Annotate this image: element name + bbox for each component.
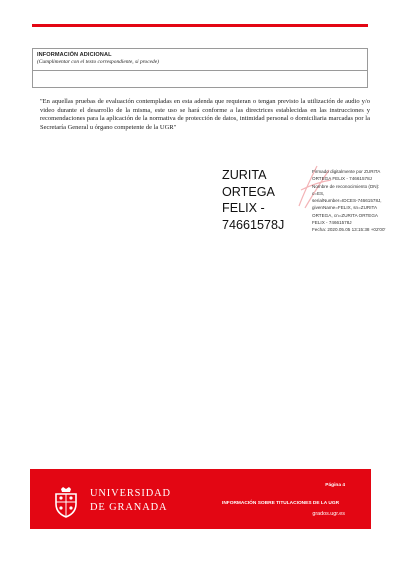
page-number: Página 4 xyxy=(325,483,345,488)
university-name-line2: DE GRANADA xyxy=(90,502,168,513)
signer-name-line: ORTEGA xyxy=(222,184,275,199)
university-crest-icon xyxy=(52,486,80,518)
signer-name xyxy=(222,167,302,233)
signature-detail-line: serialNumber=IDCES-74661578J, xyxy=(312,198,382,204)
additional-info-table xyxy=(32,48,368,88)
additional-info-title: INFORMACIÓN ADICIONAL xyxy=(37,52,112,58)
signature-details xyxy=(312,168,388,234)
signature-detail-line: ORTEGA, cn=ZURITA ORTEGA xyxy=(312,212,378,218)
signature-detail-line: ORTEGA FELIX - 74661578J xyxy=(312,176,372,182)
footer-banner xyxy=(30,469,371,529)
signer-name-line: 74661578J xyxy=(222,217,285,232)
additional-info-header xyxy=(33,49,367,71)
university-name-line1: UNIVERSIDAD xyxy=(90,488,171,499)
evaluation-note: "En aquellas pruebas de evaluación contempladas en esta adenda que requieran o tengan previsto la utilización de audio y/o video durante el desarrollo de la misma, este uso se hará conforme a las directrices establecidas en las instrucciones y recomendaciones para la aplicación de la normativa de protección de datos, intimidad personal o domiciliaria marcadas por la Secretaría General u órgano competente de la UGR" xyxy=(40,98,370,131)
signature-detail-line: FELIX - 74661578J xyxy=(312,220,352,226)
footer-title: INFORMACIÓN SOBRE TITULACIONES DE LA UGR xyxy=(222,501,340,506)
top-red-rule xyxy=(32,24,368,27)
signature-detail-line: Nombre de reconocimiento (DN): xyxy=(312,183,380,189)
signature-detail-line: c=ES, xyxy=(312,190,325,196)
signature-detail-line: Firmado digitalmente por ZURITA xyxy=(312,169,381,174)
footer-url[interactable]: grados.ugr.es xyxy=(312,511,345,517)
signature-detail-line: givenName=FELIX, sn=ZURITA xyxy=(312,205,378,211)
signer-name-line: ZURITA xyxy=(222,168,267,182)
additional-info-subtitle: (Cumplimentar con el texto correspondiente, si procede) xyxy=(37,59,159,65)
signer-name-line: FELIX - xyxy=(222,201,265,215)
signature-detail-line: Fecha: 2020.05.05 13:15:38 +02'00' xyxy=(312,227,386,233)
